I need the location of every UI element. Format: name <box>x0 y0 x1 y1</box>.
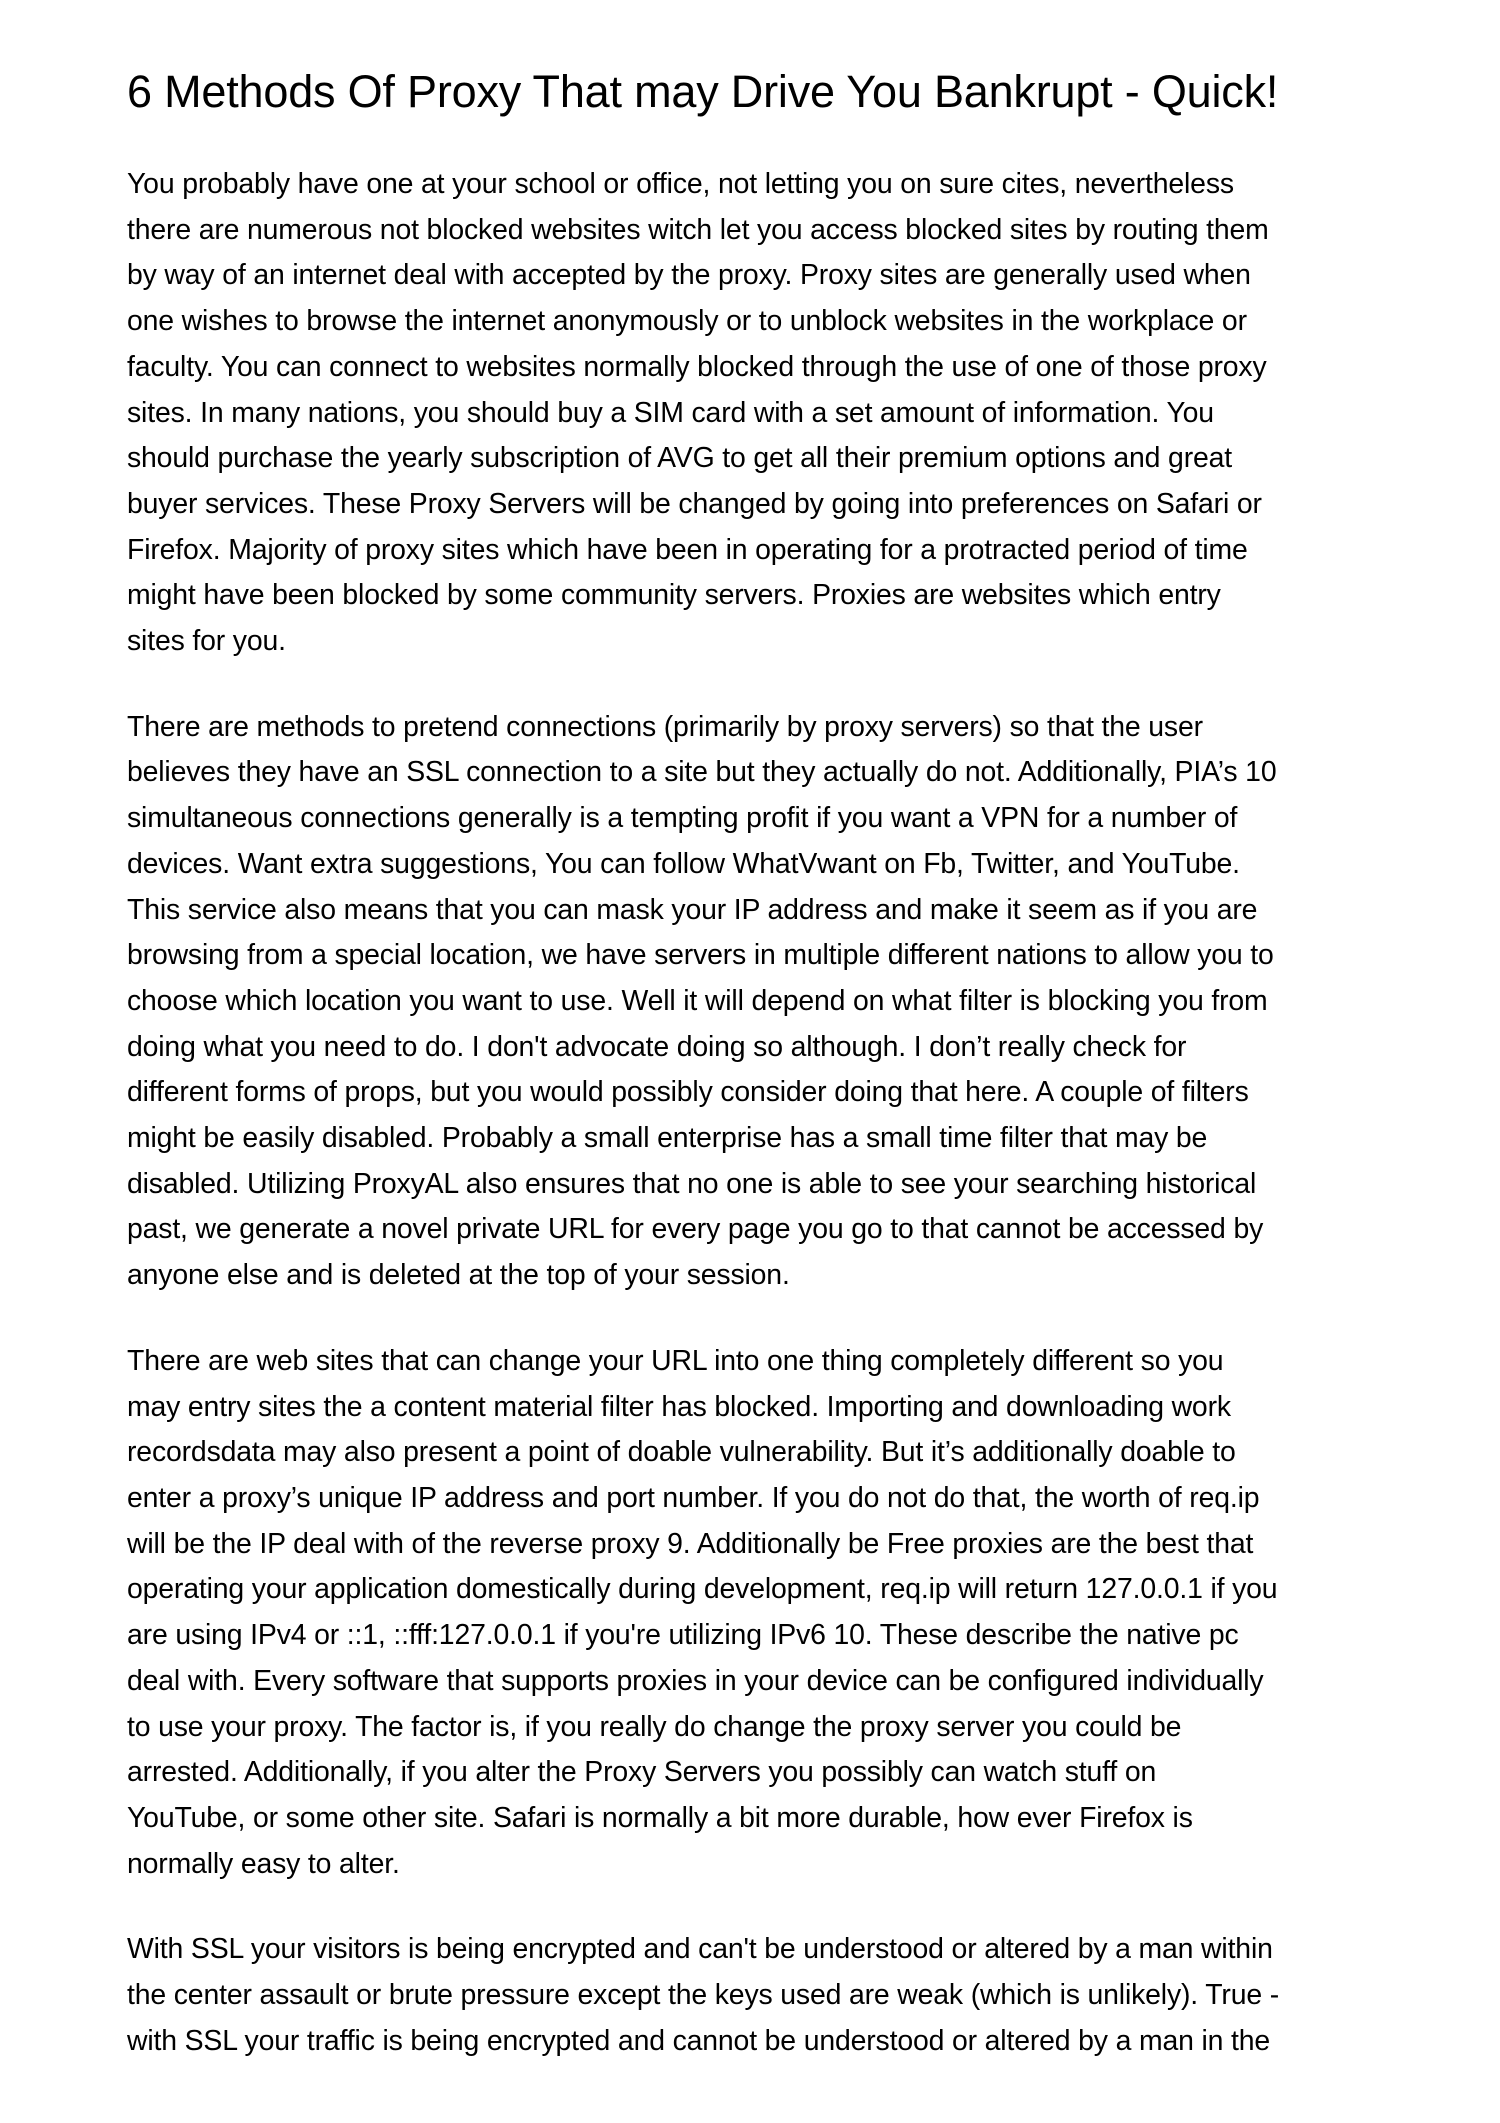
paragraph-2 <box>127 705 1389 1299</box>
text-line: choose which location you want to use. Well it will depend on what filter is blocking you from <box>127 984 1268 1017</box>
text-line: sites for you. <box>127 625 286 658</box>
text-line: faculty. You can connect to websites normally blocked through the use of one of those proxy <box>127 350 1267 383</box>
text-line: YouTube, or some other site. Safari is normally a bit more durable, how ever Firefox is <box>127 1801 1193 1834</box>
text-line: operating your application domestically during development, req.ip will return 127.0.0.1 if you <box>127 1573 1278 1606</box>
text-line: by way of an internet deal with accepted by the proxy. Proxy sites are generally used when <box>127 259 1251 292</box>
text-line: normally easy to alter. <box>127 1847 400 1880</box>
document-page <box>127 62 1389 2104</box>
text-line: This service also means that you can mask your IP address and make it seem as if you are <box>127 893 1258 926</box>
text-line: With SSL your visitors is being encrypted and can't be understood or altered by a man within <box>127 1933 1273 1966</box>
text-line: arrested. Additionally, if you alter the Proxy Servers you possibly can watch stuff on <box>127 1756 1157 1789</box>
text-line: devices. Want extra suggestions, You can follow WhatVwant on Fb, Twitter, and YouTube. <box>127 847 1240 880</box>
text-line: browsing from a special location, we have servers in multiple different nations to allow you to <box>127 939 1274 972</box>
text-line: should purchase the yearly subscription of AVG to get all their premium options and great <box>127 442 1233 475</box>
document-title: 6 Methods Of Proxy That may Drive You Bankrupt - Quick! <box>127 66 1279 117</box>
text-line: simultaneous connections generally is a tempting profit if you want a VPN for a number of <box>127 802 1238 835</box>
text-line: will be the IP deal with of the reverse proxy 9. Additionally be Free proxies are the best that <box>127 1527 1254 1560</box>
text-line: might be easily disabled. Probably a small enterprise has a small time filter that may be <box>127 1122 1208 1155</box>
text-line: believes they have an SSL connection to a site but they actually do not. Additionally, PIA’s 10 <box>127 756 1277 789</box>
text-line: are using IPv4 or ::1, ::fff:127.0.0.1 if you're utilizing IPv6 10. These describe the native pc <box>127 1619 1239 1652</box>
text-line: one wishes to browse the internet anonymously or to unblock websites in the workplace or <box>127 305 1247 338</box>
text-line: There are web sites that can change your URL into one thing completely different so you <box>127 1344 1224 1377</box>
text-line: Firefox. Majority of proxy sites which have been in operating for a protracted period of time <box>127 533 1248 566</box>
paragraph-3 <box>127 1339 1389 1887</box>
text-line: different forms of props, but you would possibly consider doing that here. A couple of filters <box>127 1076 1249 1109</box>
text-line: with SSL your traffic is being encrypted and cannot be understood or altered by a man in the <box>127 2024 1271 2057</box>
paragraph-4 <box>127 1927 1389 2064</box>
text-line: to use your proxy. The factor is, if you really do change the proxy server you could be <box>127 1710 1182 1743</box>
paragraph-1 <box>127 162 1389 665</box>
text-line: sites. In many nations, you should buy a SIM card with a set amount of information. You <box>127 396 1214 429</box>
text-line: past, we generate a novel private URL for every page you go to that cannot be accessed by <box>127 1213 1264 1246</box>
text-line: doing what you need to do. I don't advocate doing so although. I don’t really check for <box>127 1030 1187 1063</box>
text-line: recordsdata may also present a point of doable vulnerability. But it’s additionally doable to <box>127 1436 1236 1469</box>
text-line: may entry sites the a content material filter has blocked. Importing and downloading work <box>127 1390 1231 1423</box>
text-line: the center assault or brute pressure except the keys used are weak (which is unlikely). True - <box>127 1979 1280 2012</box>
text-line: might have been blocked by some community servers. Proxies are websites which entry <box>127 579 1221 612</box>
text-line: disabled. Utilizing ProxyAL also ensures that no one is able to see your searching historical <box>127 1167 1257 1200</box>
text-line: There are methods to pretend connections (primarily by proxy servers) so that the user <box>127 710 1203 743</box>
text-line: there are numerous not blocked websites witch let you access blocked sites by routing them <box>127 213 1269 246</box>
text-line: buyer services. These Proxy Servers will be changed by going into preferences on Safari or <box>127 487 1262 520</box>
text-line: You probably have one at your school or office, not letting you on sure cites, nevertheless <box>127 168 1234 200</box>
text-line: anyone else and is deleted at the top of your session. <box>127 1259 790 1292</box>
text-line: enter a proxy’s unique IP address and port number. If you do not do that, the worth of req.ip <box>127 1481 1260 1514</box>
text-line: deal with. Every software that supports proxies in your device can be configured individually <box>127 1664 1264 1697</box>
